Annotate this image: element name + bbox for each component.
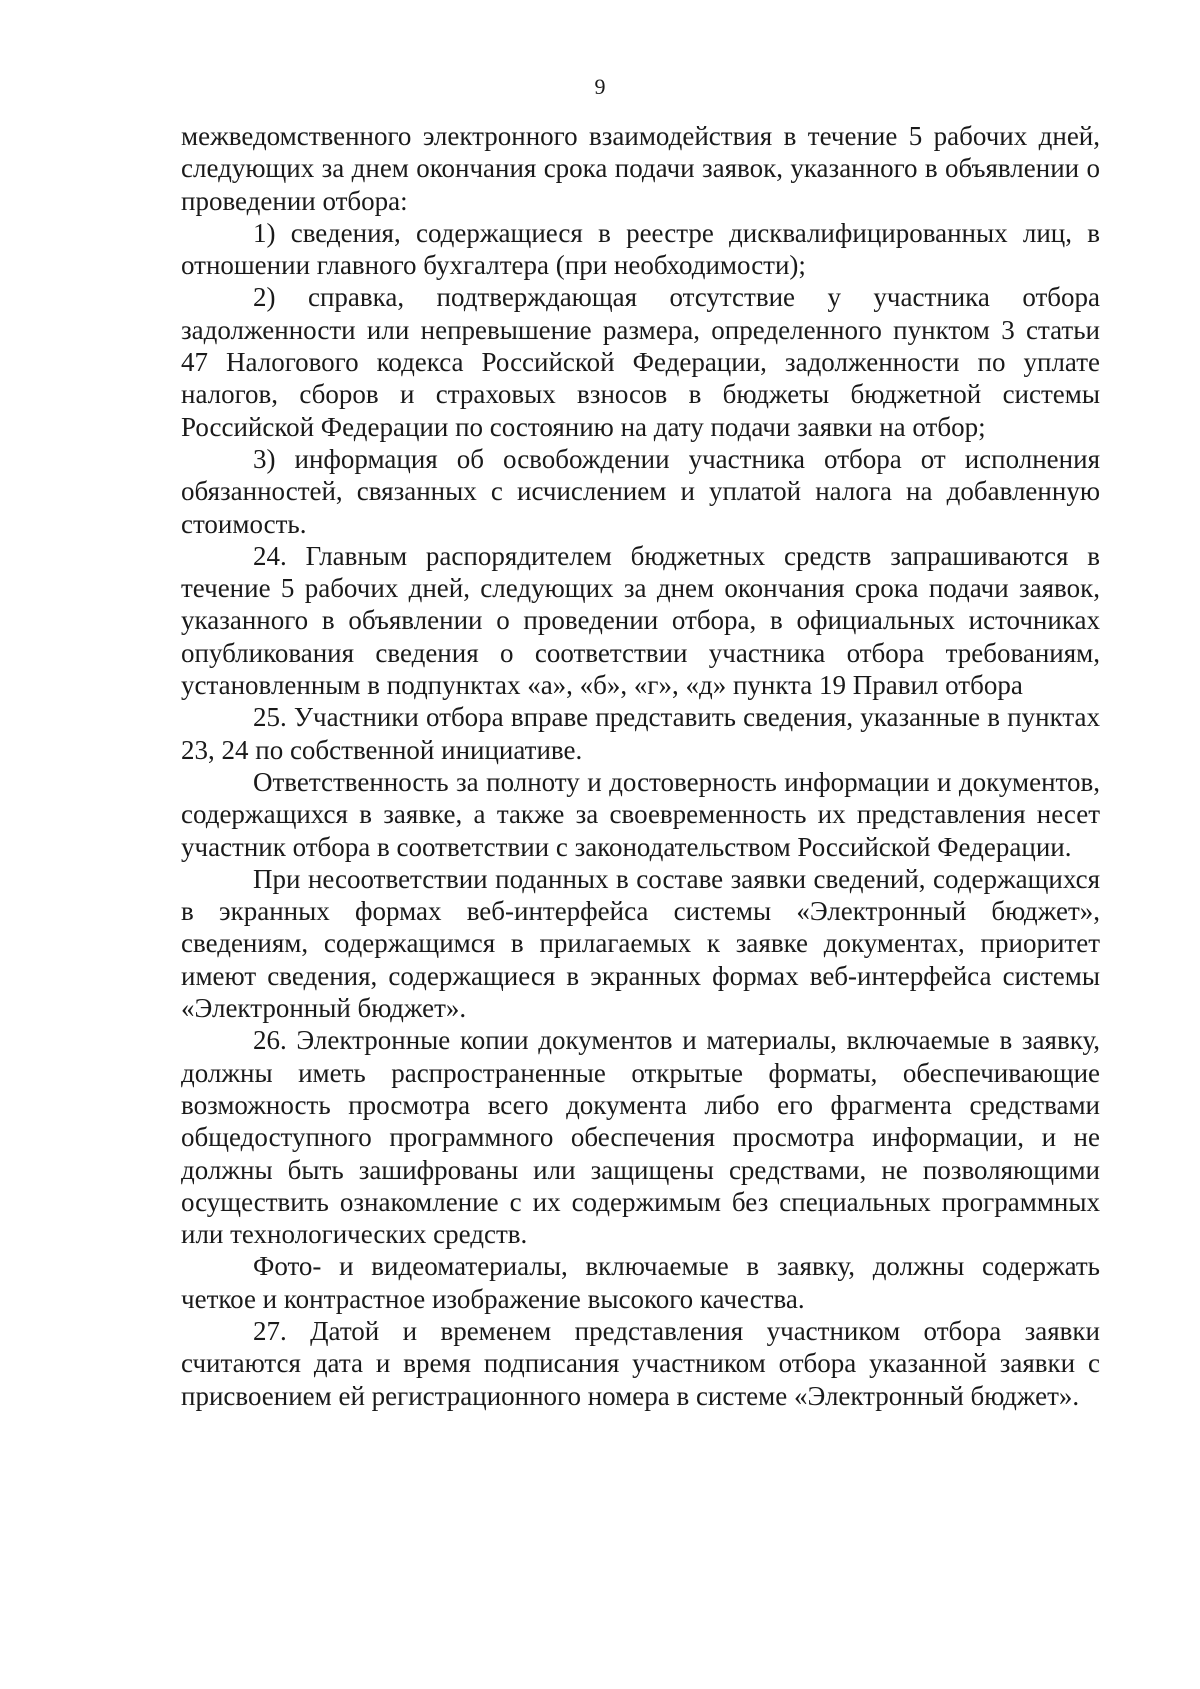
paragraph-discrepancy: При несоответствии поданных в составе заявки сведений, содержащихся в экранных формах веб-интерфейса системы «Электронный бюджет», сведениям, содержащимся в прилагаемых к заявке документах, приоритет имеют сведения, содержащиеся в экранных формах веб-интерфейса системы «Электронный бюджет». [181,863,1100,1024]
paragraph-item-3: 3) информация об освобождении участника отбора от исполнения обязанностей, связанных с исчислением и уплатой налога на добавленную стоимость. [181,443,1100,539]
paragraph-photo-video: Фото- и видеоматериалы, включаемые в заявку, должны содержать четкое и контрастное изображение высокого качества. [181,1251,1100,1314]
paragraph-clause-24: 24. Главным распорядителем бюджетных средств запрашиваются в течение 5 рабочих дней, следующих за днем окончания срока подачи заявок, указанного в объявлении о проведении отбора, в официальных источниках опубликования сведения о соответствии участника отбора требованиям, установленным в подпунктах «а», «б», «г», «д» пункта 19 Правил отбора [181,540,1100,701]
paragraph-clause-25: 25. Участники отбора вправе представить сведения, указанные в пунктах 23, 24 по собственной инициативе. [181,702,1100,765]
page-number: 9 [594,74,606,99]
paragraph-responsibility: Ответственность за полноту и достоверность информации и документов, содержащихся в заявке, а также за своевременность их представления несет участник отбора в соответствии с законодательством Российской Федерации. [181,766,1100,862]
paragraph-continuation: межведомственного электронного взаимодействия в течение 5 рабочих дней, следующих за днем окончания срока подачи заявок, указанного в объявлении о проведении отбора: [181,121,1100,216]
paragraph-clause-26: 26. Электронные копии документов и материалы, включаемые в заявку, должны иметь распространенные открытые форматы, обеспечивающие возможность просмотра всего документа либо его фрагмента средствами общедоступного программного обеспечения просмотра информации, и не должны быть зашифрованы или защищены средствами, не позволяющими осуществить ознакомление с их содержимым без специальных программных или технологических средств. [181,1025,1100,1250]
paragraph-clause-27: 27. Датой и временем представления участником отбора заявки считаются дата и время подписания участником отбора указанной заявки с присвоением ей регистрационного номера в системе «Электронный бюджет». [181,1315,1100,1411]
paragraph-item-1: 1) сведения, содержащиеся в реестре дисквалифицированных лиц, в отношении главного бухгалтера (при необходимости); [181,217,1100,281]
document-body [181,120,1100,1412]
paragraph-item-2: 2) справка, подтверждающая отсутствие у участника отбора задолженности или непревышение размера, определенного пунктом 3 статьи 47 Налогового кодекса Российской Федерации, задолженности по уплате налогов, сборов и страховых взносов в бюджеты бюджетной системы Российской Федерации по состоянию на дату подачи заявки на отбор; [181,282,1100,442]
